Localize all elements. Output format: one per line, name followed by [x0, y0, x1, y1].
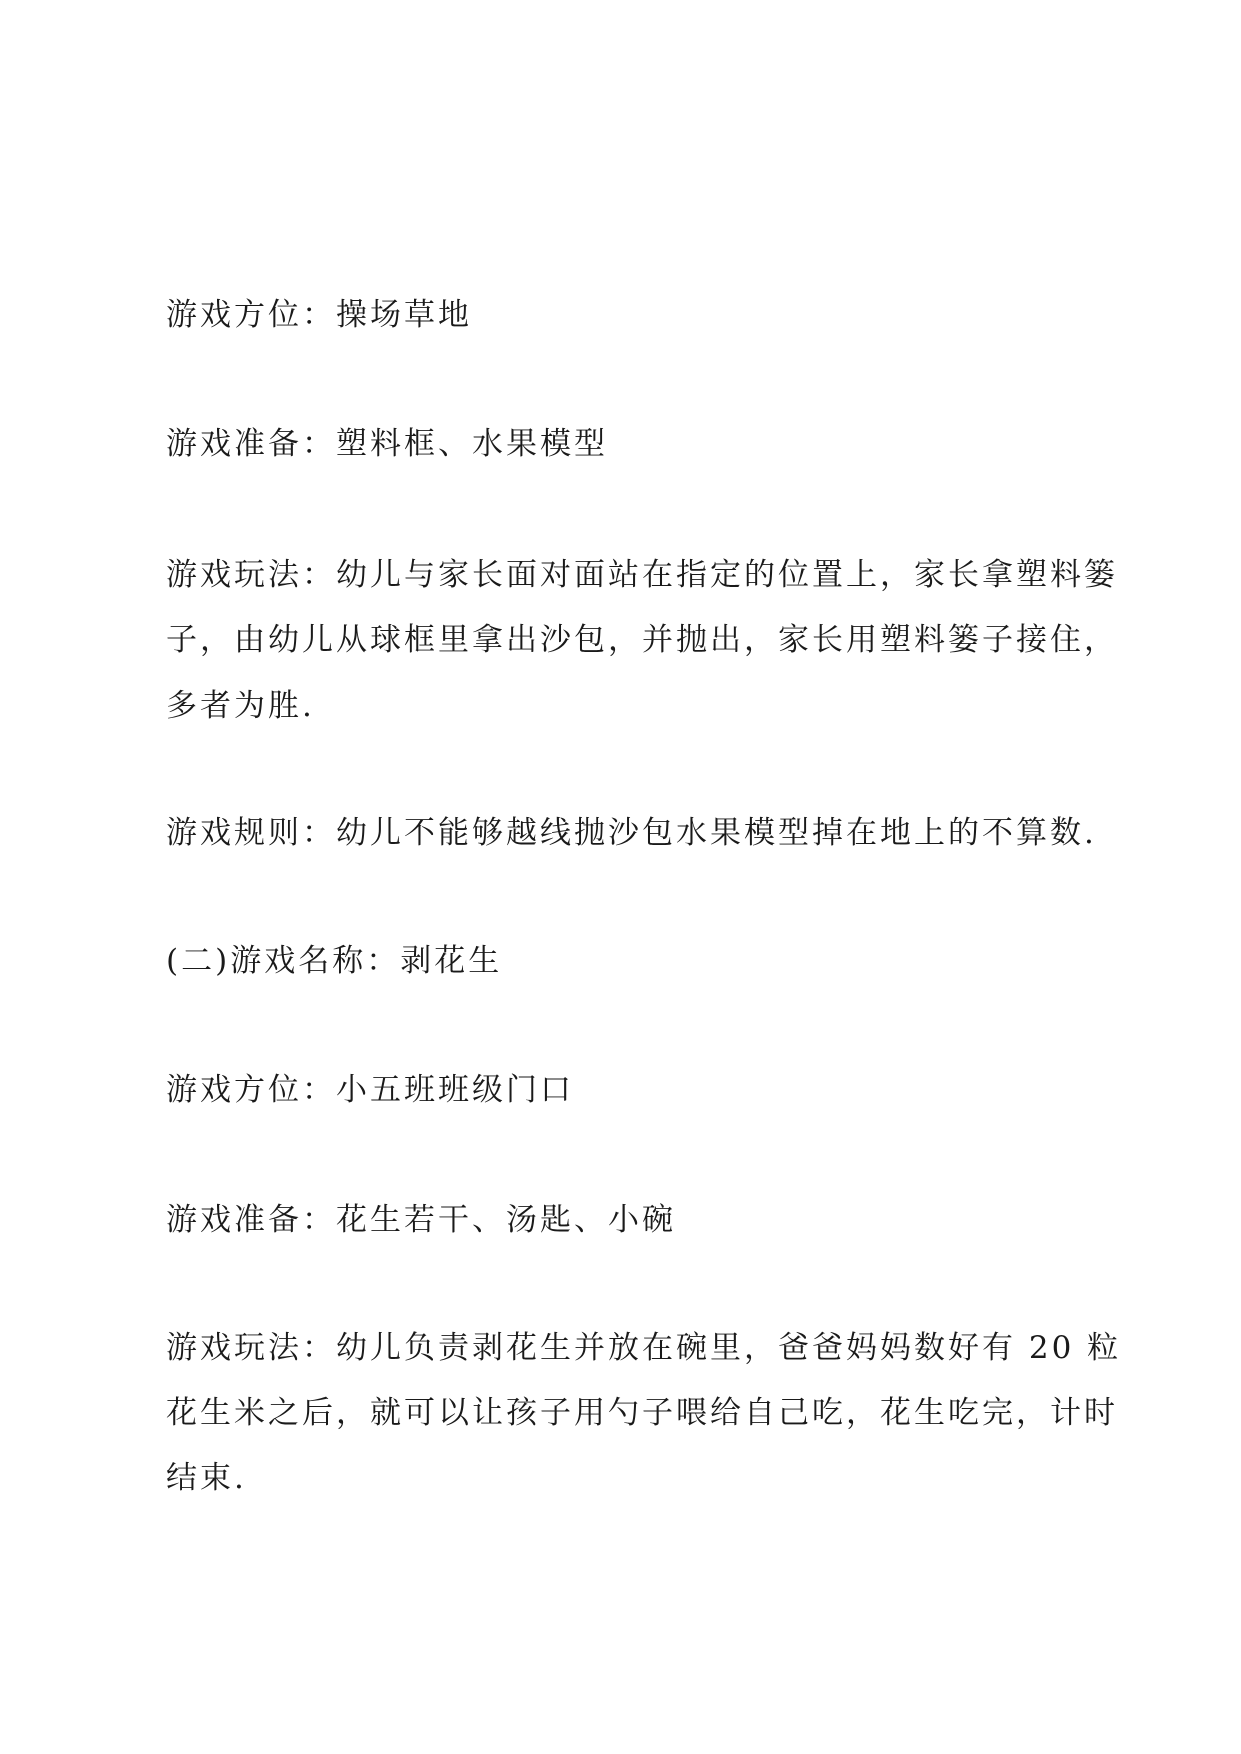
location-line-1: 游戏方位：操场草地	[166, 297, 472, 333]
gameplay-line-2a: 游戏玩法：幼儿负责剥花生并放在碗里，爸爸妈妈数好有 20 粒	[166, 1330, 1122, 1366]
location-line-2: 游戏方位：小五班班级门口	[166, 1072, 574, 1108]
gameplay-line-1b: 子，由幼儿从球框里拿出沙包，并抛出，家长用塑料篓子接住，	[166, 622, 1118, 658]
section-heading: (二)游戏名称：剥花生	[166, 943, 503, 979]
gameplay-line-1a: 游戏玩法：幼儿与家长面对面站在指定的位置上，家长拿塑料篓	[166, 557, 1118, 593]
gameplay-line-2c: 结束.	[166, 1460, 247, 1496]
gameplay-line-2b: 花生米之后，就可以让孩子用勺子喂给自己吃，花生吃完，计时	[166, 1395, 1118, 1431]
preparation-line-1: 游戏准备：塑料框、水果模型	[166, 426, 608, 462]
rules-line: 游戏规则：幼儿不能够越线抛沙包水果模型掉在地上的不算数.	[166, 815, 1097, 851]
gameplay-line-1c: 多者为胜.	[166, 688, 315, 724]
preparation-line-2: 游戏准备：花生若干、汤匙、小碗	[166, 1202, 676, 1238]
